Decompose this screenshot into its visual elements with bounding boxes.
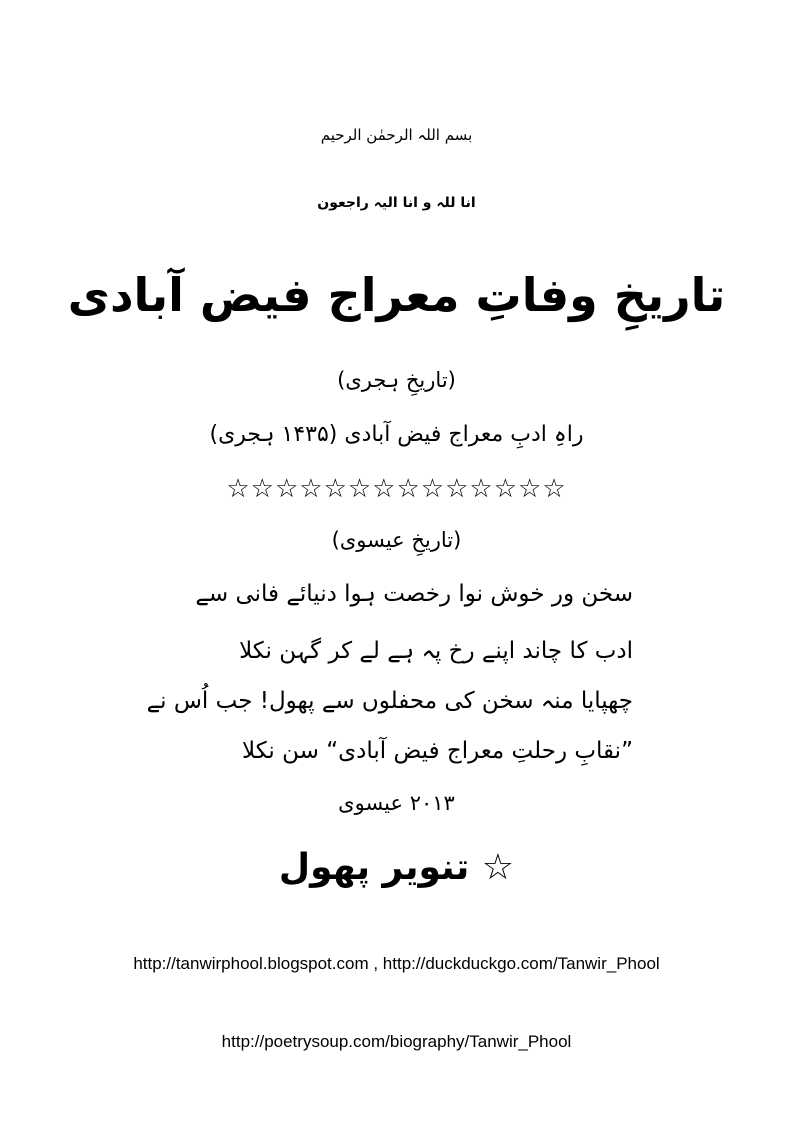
gregorian-year-line: ۲۰۱۳ عیسوی xyxy=(338,791,455,815)
hijri-chronogram-line: راہِ ادبِ معراج فیض آبادی (۱۴۳۵ ہجری) xyxy=(209,422,584,447)
poem-line: ادب کا چاند اپنے رخ پہ ہے لے کر گہن نکلا xyxy=(239,638,633,664)
links-separator: , xyxy=(368,954,383,973)
poet-name: تنویر پھول xyxy=(278,847,470,888)
star-separator: ☆☆☆☆☆☆☆☆☆☆☆☆☆☆ xyxy=(226,474,567,504)
blog-link[interactable]: http://tanwirphool.blogspot.com xyxy=(133,954,369,973)
gregorian-date-heading: (تاریخِ عیسوی) xyxy=(331,528,462,552)
poem-line: چھپایا منہ سخن کی محفلوں سے پھول! جب اُس نے xyxy=(146,688,633,714)
inna-lillah-line: انا للہ و انا الیہ راجعون xyxy=(317,195,476,211)
signature-star-icon: ☆ xyxy=(481,847,515,888)
duckduckgo-link[interactable]: http://duckduckgo.com/Tanwir_Phool xyxy=(382,954,660,973)
hijri-date-heading: (تاریخِ ہجری) xyxy=(337,368,456,392)
page-title: تاریخِ وفاتِ معراج فیض آبادی xyxy=(67,268,726,322)
bismillah-heading: بسم اللہ الرحمٰن الرحیم xyxy=(320,126,473,144)
poem-line: ”نقابِ رحلتِ معراج فیض آبادی“ سن نکلا xyxy=(241,738,633,764)
poetrysoup-link[interactable]: http://poetrysoup.com/biography/Tanwir_Phool xyxy=(221,1032,572,1051)
poet-signature xyxy=(0,847,793,888)
links-row xyxy=(0,955,793,972)
poem-line: سخن ور خوش نوا رخصت ہوا دنیائے فانی سے xyxy=(195,581,633,607)
